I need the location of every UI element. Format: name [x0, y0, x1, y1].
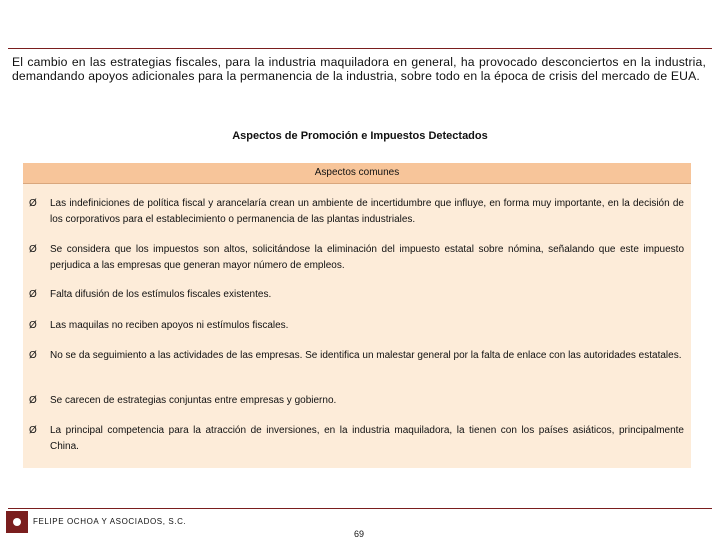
list-item [29, 348, 684, 364]
arrow-bullet-icon: Ø [29, 350, 37, 361]
arrow-bullet-icon: Ø [29, 244, 37, 255]
top-divider [8, 48, 712, 49]
page-number: 69 [354, 529, 365, 539]
list-item-text: No se da seguimiento a las actividades de las empresas. Se identifica un malestar general por la falta de enlace con las autoridades estatales. [50, 350, 682, 361]
list-item [29, 196, 684, 228]
company-logo-icon [6, 511, 28, 533]
list-item-text: Falta difusión de los estímulos fiscales existentes. [50, 289, 272, 300]
arrow-bullet-icon: Ø [29, 320, 37, 331]
footer-company-name: FELIPE OCHOA Y ASOCIADOS, S.C. [33, 517, 187, 526]
section-title: Aspectos de Promoción e Impuestos Detectados [232, 130, 488, 142]
panel-header: Aspectos comunes [23, 163, 691, 184]
arrow-bullet-icon: Ø [29, 425, 37, 436]
list-item [29, 318, 684, 334]
common-aspects-panel [23, 163, 691, 468]
list-item [29, 242, 684, 274]
list-item-text: La principal competencia para la atracción de inversiones, en la industria maquiladora, la tienen con los países asiáticos, principalmente China. [50, 425, 684, 452]
list-item [29, 287, 684, 303]
list-item-text: Se considera que los impuestos son altos, solicitándose la eliminación del impuesto estatal sobre nómina, señalando que este impuesto perjudica a las empresas que generan mayor número de empleos. [50, 244, 684, 271]
list-item-text: Se carecen de estrategias conjuntas entre empresas y gobierno. [50, 395, 337, 406]
arrow-bullet-icon: Ø [29, 198, 37, 209]
arrow-bullet-icon: Ø [29, 395, 37, 406]
logo-dot [13, 518, 21, 526]
list-item-text: Las maquilas no reciben apoyos ni estímulos fiscales. [50, 320, 289, 331]
list-item [29, 393, 684, 409]
intro-paragraph: El cambio en las estrategias fiscales, para la industria maquiladora en general, ha provocado desconciertos en la industria, demandando apoyos adicionales para la permanencia de la industria, sobre todo en la época de crisis del mercado de EUA. [12, 55, 706, 83]
list-item-text: Las indefiniciones de política fiscal y arancelaría crean un ambiente de incertidumbre que influye, en forma muy importante, en la decisión de los corporativos para el establecimiento o permanencia de las plantas industriales. [50, 198, 684, 225]
arrow-bullet-icon: Ø [29, 289, 37, 300]
bottom-divider [8, 508, 712, 509]
list-item [29, 423, 684, 455]
